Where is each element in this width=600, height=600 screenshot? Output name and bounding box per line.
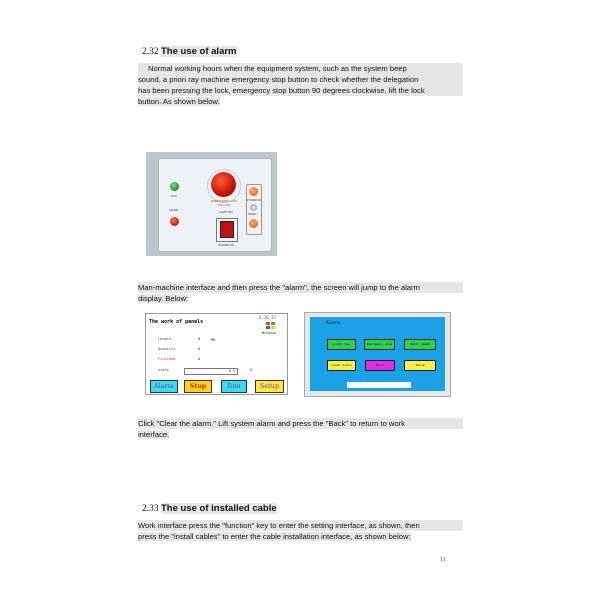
orange-lamp-icon (249, 187, 258, 196)
limit-low-button[interactable]: Limit low (327, 339, 356, 350)
finished-value: 0 (198, 357, 201, 361)
alarm-setup-button[interactable]: Setup (404, 360, 436, 371)
control-panel-photo (146, 152, 277, 256)
alarm-title: Alarm (326, 321, 340, 326)
windows-logo-text: Windows (262, 331, 277, 335)
text-line: press the "install cables" to enter the cable installation interface, as shown below: (138, 532, 411, 541)
scale-value: 0 (250, 368, 253, 372)
scale-progress-bar (184, 368, 238, 375)
text-line: Work interface press the "function" key to enter the setting interface, as shown, then (138, 520, 463, 531)
clear-alarm-button[interactable]: Clear Alarm (327, 360, 356, 371)
stop-button[interactable]: Stop (184, 380, 212, 393)
key-switch-icon[interactable] (250, 204, 257, 211)
run-button[interactable]: Run (221, 380, 247, 393)
lamp-label-power: POWER ON (247, 199, 262, 202)
clock-readout: 6:18:35 (259, 315, 276, 320)
text-line: sound, a priori ray machine emergency stop button to check whether the delegation (138, 74, 463, 85)
length-unit: MM (211, 338, 216, 342)
windows-logo-icon (266, 322, 276, 330)
text-line: button. As shown below: (138, 97, 220, 106)
page-number: 11 (440, 557, 446, 563)
red-lamp-icon (170, 217, 179, 226)
alarm-status-bar (347, 382, 411, 388)
text-line: Normal working hours when the equipment system, such as the system beep (138, 63, 463, 74)
length-label: Length (158, 337, 171, 341)
section-title: The use of alarm (161, 46, 237, 57)
section-number: 2.32 (142, 47, 159, 57)
rocker-label-top: LAMP OFF (219, 210, 233, 214)
text-line: interface. (138, 430, 170, 439)
back-button[interactable]: Back (365, 360, 395, 371)
panel-plate (158, 158, 272, 252)
paragraph-clear-alarm (138, 418, 463, 440)
section-number: 2.33 (142, 504, 159, 514)
alarm-screen-frame (304, 312, 451, 397)
scale-label: scale (158, 368, 169, 372)
emergency-stop-alarm-button[interactable]: Emergency stop (364, 339, 395, 350)
rocker-label-bottom: POWER ON (218, 243, 234, 247)
alarm-button[interactable]: Alarm (150, 380, 178, 393)
lamp-label-reset: RESET (248, 213, 257, 216)
lamp-label-run: RUN (171, 195, 177, 198)
emergency-stop-button[interactable] (211, 172, 236, 197)
paragraph-alarm-intro (138, 63, 463, 107)
lamp-label-alarm: ALARM (169, 209, 178, 212)
reset-lamp-icon (249, 219, 258, 228)
green-lamp-icon (170, 182, 179, 191)
paragraph-alarm-screen (138, 282, 463, 304)
text-line: display. Below: (138, 294, 189, 303)
section-heading-2-32 (142, 46, 237, 57)
power-rocker-switch[interactable] (220, 221, 234, 238)
motor-speed-button[interactable]: Motor speed (404, 339, 436, 350)
length-value: 0 (198, 337, 201, 341)
work-panel-title: The work of panels (149, 319, 204, 325)
text-line: Man-machine interface and then press the "alarm", the screen will jump to the alarm (138, 282, 463, 293)
quantity-label: Quantity (158, 347, 176, 351)
estop-label: EMERGENCY OFF ON / OFF (210, 199, 238, 207)
section-title: The use of installed cable (161, 503, 277, 514)
finished-label: Finished (158, 357, 176, 361)
section-heading-2-33 (142, 503, 277, 514)
work-panel-screen (145, 313, 288, 395)
quantity-value: 0 (198, 347, 201, 351)
setup-button[interactable]: Setup (255, 380, 284, 393)
text-line: Click "Clear the alarm." Lift system alarm and press the "Back" to return to work (138, 418, 463, 429)
paragraph-install-cable (138, 520, 463, 542)
text-line: has been pressing the lock, emergency stop button 90 degrees clockwise, lift the lock (138, 85, 463, 96)
alarm-screen (310, 317, 445, 391)
scale-percent: 0 % (228, 369, 235, 373)
